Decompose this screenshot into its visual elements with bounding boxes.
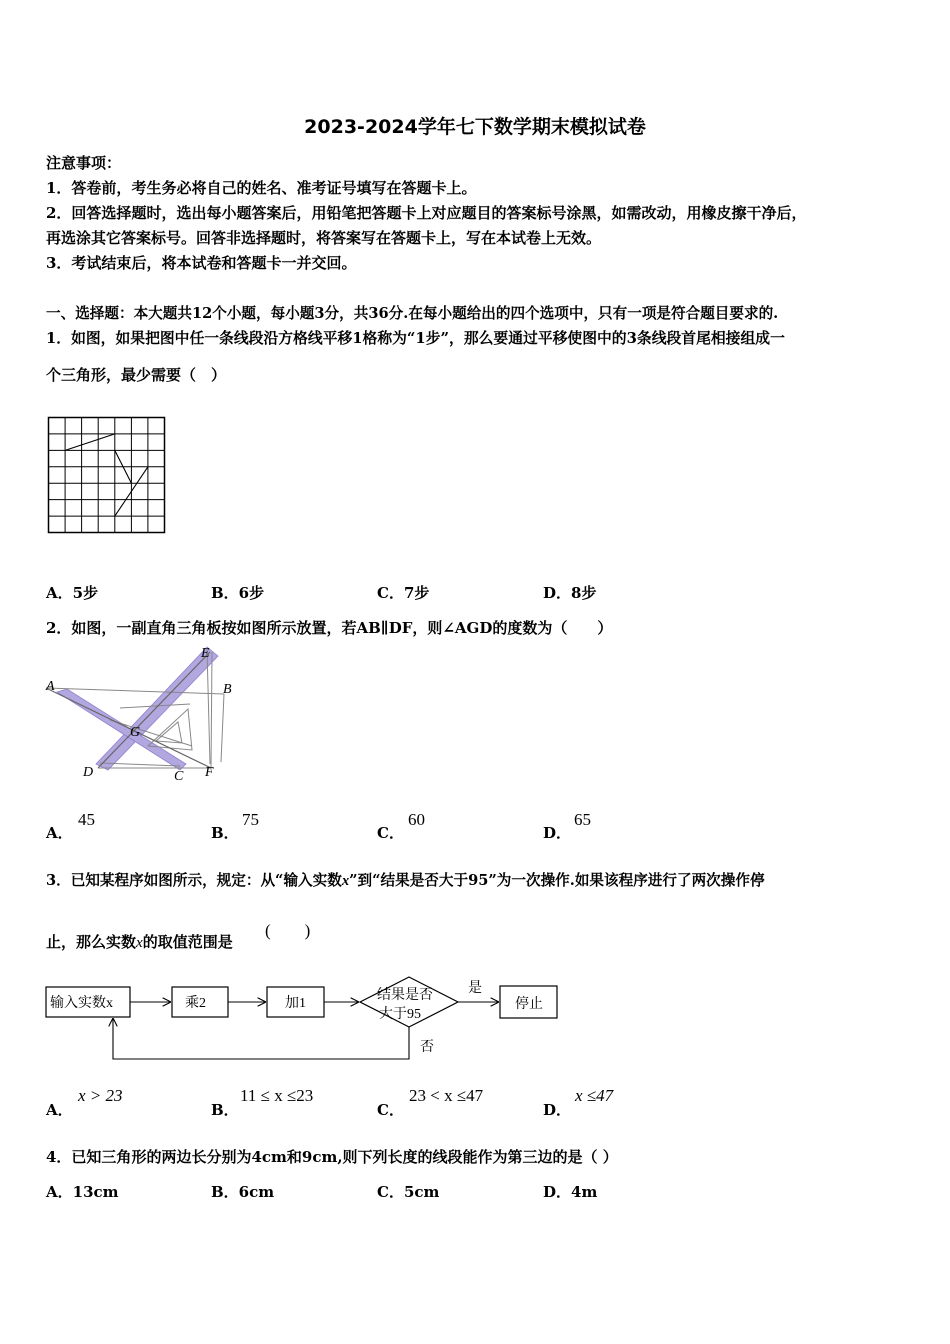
q3-option-d-letter[interactable]: D． <box>543 1101 572 1119</box>
q2-option-c-letter[interactable]: C． <box>377 824 404 842</box>
q4-option-c[interactable]: C．5cm <box>377 1183 440 1201</box>
q2-option-d-value[interactable]: 65 <box>574 810 591 829</box>
notice-item-2: 2．回答选择题时，选出每小题答案后，用铅笔把答题卡上对应题目的答案标号涂黑，如需改动，用橡皮擦干净后， <box>46 204 807 222</box>
q2-option-b-letter[interactable]: B． <box>211 824 239 842</box>
q4-option-a[interactable]: A．13cm <box>46 1183 119 1201</box>
label-b: B <box>223 682 232 697</box>
label-f: F <box>205 765 214 780</box>
flow-input-text: 输入实数x <box>50 996 113 1011</box>
q3-var-x: x <box>341 873 350 889</box>
q1-stem-line2: 个三角形，最少需要（ ） <box>46 366 227 384</box>
q1-stem-line1: 1．如图，如果把图中任一条线段沿方格线平移1格称为“1步”，那么要通过平移使图中的3条线段首尾相接组成一 <box>46 330 785 347</box>
notice-item-1: 1．答卷前，考生务必将自己的姓名、准考证号填写在答题卡上。 <box>46 179 477 197</box>
q3-option-a-value[interactable]: x > 23 <box>78 1086 123 1105</box>
q3-stem-part2: ”到“结果是否大于95”为一次操作.如果该程序进行了两次操作停 <box>349 872 765 889</box>
q3-answer-paren: ( ) <box>265 921 311 940</box>
q3-stem-line2 <box>46 931 233 952</box>
q3-stem-line1 <box>46 869 765 890</box>
q1-grid-figure <box>46 416 168 536</box>
q3-option-a-letter[interactable]: A． <box>46 1101 73 1119</box>
flow-add-text: 加1 <box>285 996 306 1011</box>
q1-option-c[interactable]: C．7步 <box>377 584 430 602</box>
q2-option-d-letter[interactable]: D． <box>543 824 572 842</box>
label-d: D <box>83 765 94 780</box>
q3-option-b-value[interactable]: 11 ≤ x ≤23 <box>240 1086 314 1105</box>
label-c: C <box>174 769 184 784</box>
q3-stem-line2-part1: 止，那么实数 <box>46 933 137 951</box>
label-e: E <box>201 646 210 661</box>
q4-option-b[interactable]: B．6cm <box>211 1183 275 1201</box>
flow-decision-line2: 大于95 <box>379 1007 421 1022</box>
q1-option-a[interactable]: A．5步 <box>46 584 99 602</box>
q3-stem-part1: 3．已知某程序如图所示，规定：从“输入实数 <box>46 872 342 889</box>
q2-stem: 2．如图，一副直角三角板按如图所示放置，若AB∥DF，则∠AGD的度数为（ ） <box>46 619 613 637</box>
flow-no-label: 否 <box>420 1040 434 1055</box>
q2-option-a-letter[interactable]: A． <box>46 824 73 842</box>
flow-decision-line1: 结果是否 <box>377 988 433 1003</box>
q2-option-a-value[interactable]: 45 <box>78 810 95 829</box>
flow-stop-text: 停止 <box>515 997 543 1012</box>
q3-option-c-letter[interactable]: C． <box>377 1101 404 1119</box>
label-a: A <box>46 679 55 694</box>
q2-triangle-figure <box>40 642 240 787</box>
notice-item-2-cont: 再选涂其它答案标号。回答非选择题时，将答案写在答题卡上，写在本试卷上无效。 <box>46 229 602 247</box>
grid-segment-1 <box>65 434 115 451</box>
q4-stem: 4．已知三角形的两边长分别为4cm和9cm,则下列长度的线段能作为第三边的是（ ） <box>46 1148 618 1166</box>
notice-item-3: 3．考试结束后，将本试卷和答题卡一并交回。 <box>46 254 357 272</box>
q3-var-x2: x <box>136 935 143 951</box>
label-g: G <box>130 725 141 740</box>
q2-option-c-value[interactable]: 60 <box>408 810 425 829</box>
q3-option-b-letter[interactable]: B． <box>211 1101 239 1119</box>
q4-option-d[interactable]: D．4m <box>543 1183 598 1201</box>
notice-heading: 注意事项： <box>46 154 122 172</box>
q3-flowchart <box>40 968 565 1068</box>
page-title: 2023-2024学年七下数学期末模拟试卷 <box>304 116 646 138</box>
q3-option-d-value[interactable]: x ≤47 <box>575 1086 614 1105</box>
q3-option-c-value[interactable]: 23 < x ≤47 <box>409 1086 484 1105</box>
q1-option-d[interactable]: D．8步 <box>543 584 597 602</box>
flow-yes-label: 是 <box>468 981 482 996</box>
q1-option-b[interactable]: B．6步 <box>211 584 265 602</box>
flow-multiply-text: 乘2 <box>185 996 206 1011</box>
q2-option-b-value[interactable]: 75 <box>242 810 259 829</box>
section-heading: 一、选择题：本大题共12个小题，每小题3分，共36分.在每小题给出的四个选项中，只有一项是符合题目要求的. <box>46 305 779 322</box>
q3-stem-line2-part2: 的取值范围是 <box>142 933 233 951</box>
